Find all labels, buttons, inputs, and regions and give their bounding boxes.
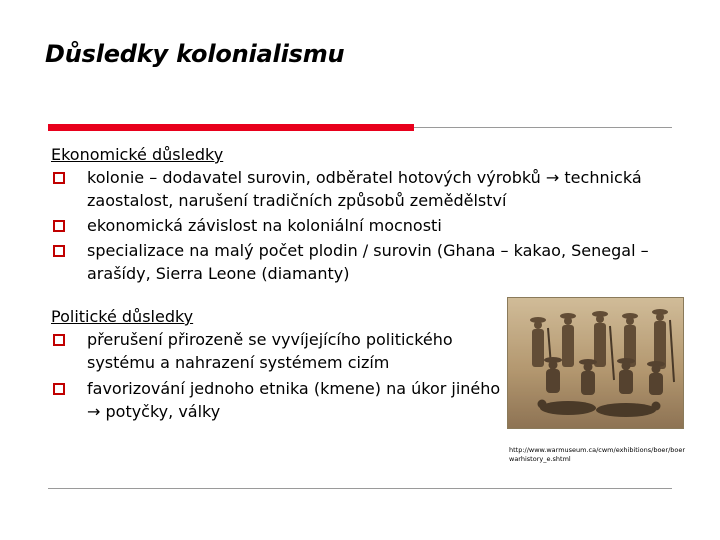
list-item-text: přerušení přirozeně se vyvíjejícího politického systému a nahrazení systémem cizím xyxy=(87,330,453,372)
square-bullet-icon xyxy=(53,220,65,232)
economic-section xyxy=(51,143,701,287)
image-source-link[interactable]: http://www.warmuseum.ca/cwm/exhibitions/boer/boerwarhistory_e.shtml xyxy=(509,446,686,463)
title-accent-bar xyxy=(48,124,414,131)
square-bullet-icon xyxy=(53,334,65,346)
economic-list xyxy=(51,166,701,285)
political-heading: Politické důsledky xyxy=(51,307,194,326)
list-item-text: kolonie – dodavatel surovin, odběratel hotových výrobků → technická zaostalost, narušení tradičních způsobů zemědělství xyxy=(87,168,642,210)
square-bullet-icon xyxy=(53,172,65,184)
square-bullet-icon xyxy=(53,245,65,257)
political-section xyxy=(51,305,501,426)
bottom-divider-line xyxy=(48,488,672,489)
title-divider-line xyxy=(414,127,672,128)
historical-photo xyxy=(507,297,684,429)
economic-heading: Ekonomické důsledky xyxy=(51,145,224,164)
square-bullet-icon xyxy=(53,383,65,395)
list-item-text: ekonomická závislost na koloniální mocnosti xyxy=(87,216,442,235)
soldiers-photo-illustration xyxy=(508,298,683,428)
political-list xyxy=(51,328,501,423)
list-item-text: favorizování jednoho etnika (kmene) na úkor jiného → potyčky, války xyxy=(87,379,501,421)
list-item xyxy=(51,328,501,374)
list-item xyxy=(51,239,701,285)
slide-title: Důsledky kolonialismu xyxy=(45,40,345,68)
list-item xyxy=(51,214,701,237)
list-item xyxy=(51,166,701,212)
list-item xyxy=(51,377,501,423)
list-item-text: specializace na malý počet plodin / surovin (Ghana – kakao, Senegal – arašídy, Sierra Leone (diamanty) xyxy=(87,241,649,283)
